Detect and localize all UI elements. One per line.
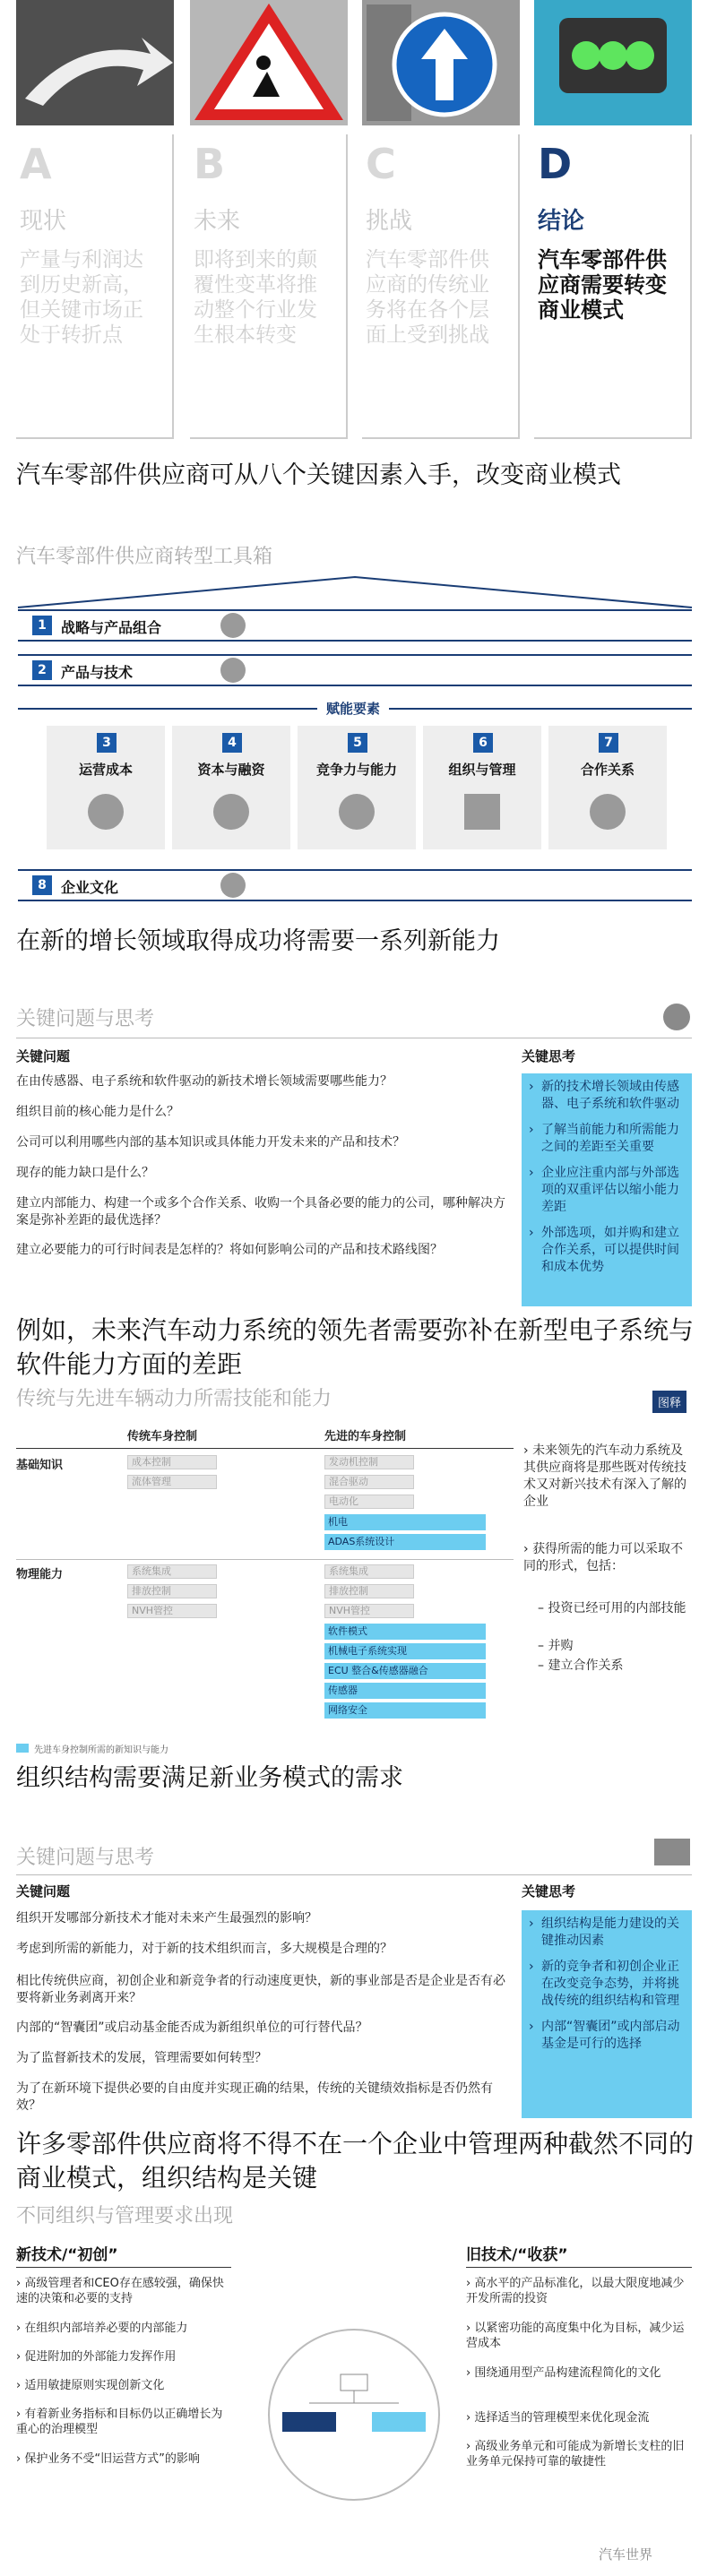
qa2-left-head: 关键问题	[16, 1883, 71, 1900]
tile-partnership	[548, 726, 667, 849]
g2-left-3: NVH管控	[127, 1604, 217, 1618]
qa2-question-4: 内部的“智囊团”或启动基金能否成为新组织单位的可行替代品？	[16, 2020, 368, 2035]
org-circle-diagram	[260, 2321, 448, 2509]
org-left-4: › 适用敏捷原则实现创新文化	[16, 2379, 165, 2392]
qa1-thoughts-box	[522, 1073, 692, 1306]
toolbox-roof	[16, 573, 694, 609]
skills-side-2-text: 获得所需的能力可以采取不同的形式，包括：	[523, 1542, 684, 1573]
qa2-title: 关键问题与思考	[16, 1847, 155, 1869]
org-left-1: › 高级管理者和CEO存在感较强，确保快速的决策和必要的支持	[16, 2277, 224, 2305]
skills-group2: 物理能力	[16, 1568, 64, 1581]
tile-capital	[172, 726, 290, 849]
toolbox-row-1-number: 1	[32, 616, 52, 635]
qa1-thought-3: › 企业应注重内部与外部选项的双重评估以缩小能力差距	[529, 1165, 685, 1216]
org-chart-icon	[464, 794, 500, 830]
org-right-1-text: 高水平的产品标准化，以最大限度地减少开发所需的投资	[466, 2277, 685, 2305]
column-a-body: 产量与利润达到历史新高，但关键市场正处于转折点	[20, 248, 143, 347]
org-left-5: › 有着新业务指标和目标仍以正确增长为重心的治理模型	[16, 2408, 223, 2436]
enabler-label: 赋能要素	[317, 699, 389, 718]
org-left-3: › 促进附加的外部能力发挥作用	[16, 2350, 177, 2364]
skills-sub-1: – 投资已经可用的内部技能	[538, 1601, 686, 1615]
skills-sub-3-text: 建立合作关系	[548, 1658, 624, 1673]
g1-left-1: 成本控制	[127, 1455, 217, 1469]
g2-right-3: NVH管控	[324, 1604, 414, 1618]
column-c-letter: C	[366, 140, 396, 188]
tile-3-number: 3	[97, 733, 117, 753]
qa1-question-4: 现存的能力缺口是什么？	[16, 1166, 154, 1180]
gears-icon	[220, 658, 246, 683]
org-right-2: › 以紧密功能的高度集中化为目标，减少运营成本	[466, 2322, 685, 2350]
qa1-title: 关键问题与思考	[16, 1008, 155, 1030]
org-left-title: 新技术/“初创”	[16, 2246, 118, 2264]
column-b-letter: B	[194, 140, 226, 188]
g1-right-blue-2: ADAS系统设计	[324, 1534, 486, 1550]
org-right-3: › 围绕通用型产品构建流程简化的文化	[466, 2366, 661, 2380]
qa1-question-1: 在由传感器、电子系统和软件驱动的新技术增长领域需要哪些能力？	[16, 1074, 393, 1089]
skills-sub-2: – 并购	[538, 1639, 574, 1653]
org-right-5-text: 高级业务单元和可能成为新增长支柱的旧业务单元保持可靠的敏捷性	[466, 2440, 685, 2468]
skills-sub-1-text: 投资已经可用的内部技能	[548, 1601, 686, 1615]
column-b-body: 即将到来的颠覆性变革将推动整个行业发生根本转变	[194, 248, 317, 347]
qa2-question-1: 组织开发哪部分新技术才能对未来产生最强烈的影响？	[16, 1911, 317, 1926]
qa1-thought-2: › 了解当前能力和所需能力之间的差距至关重要	[529, 1122, 685, 1156]
qa2-right-head: 关键思考	[522, 1883, 576, 1900]
skills-group1: 基础知识	[16, 1459, 64, 1472]
org-right-title: 旧技术/“收获”	[466, 2246, 568, 2264]
chess-icon	[220, 613, 246, 638]
tile-6-label: 组织与管理	[448, 762, 516, 778]
road-arrow-photo	[16, 0, 174, 125]
org-left-6-text: 保护业务不受“旧运营方式”的影响	[24, 2452, 200, 2466]
column-a-letter: A	[20, 140, 52, 188]
qa1-thought-4: › 外部选项，如并购和建立合作关系，可以提供时间和成本优势	[529, 1225, 685, 1276]
qa2-question-2: 考虑到所需的新能力，对于新的技术组织而言，多大规模是合理的？	[16, 1942, 393, 1956]
skills-badge: 图释	[652, 1391, 686, 1413]
toolbox-row-2-label: 产品与技术	[61, 664, 134, 681]
qa2-thought-1: › 组织结构是能力建设的关键推动因素	[529, 1916, 685, 1950]
tile-7-label: 合作关系	[580, 762, 635, 778]
handshake-icon	[590, 794, 626, 830]
roadwork-sign-photo	[190, 0, 348, 125]
skills-side-2: › 获得所需的能力可以采取不同的形式，包括：	[523, 1542, 684, 1573]
org-right-3-text: 围绕通用型产品构建流程简化的文化	[474, 2366, 661, 2380]
tile-5-label: 竞争力与能力	[315, 762, 397, 778]
tile-5-number: 5	[348, 733, 367, 753]
org-left-2: › 在组织内部培养必要的内部能力	[16, 2322, 188, 2335]
g2-right-1: 系统集成	[324, 1564, 414, 1579]
tile-organization	[423, 726, 541, 849]
heading-powertrain: 例如，未来汽车动力系统的领先者需要弥补在新型电子系统与软件能力方面的差距	[16, 1315, 695, 1379]
org-title: 不同组织与管理要求出现	[16, 2205, 234, 2227]
legend-label: 先进车身控制所需的新知识与能力	[34, 1745, 168, 1755]
g2-left-1: 系统集成	[127, 1564, 217, 1579]
qa2-thoughts-box	[522, 1910, 692, 2118]
qa1-question-6: 建立必要能力的可行时间表是怎样的？将如何影响公司的产品和技术路线图？	[16, 1243, 443, 1257]
qa1-thought-1: › 新的技术增长领域由传感器、电子系统和软件驱动	[529, 1079, 685, 1113]
org-right-2-text: 以紧密功能的高度集中化为目标，减少运营成本	[466, 2322, 685, 2350]
tile-6-number: 6	[473, 733, 493, 753]
skills-group-divider	[16, 1559, 514, 1560]
heading-two-models: 许多零部件供应商将不得不在一个企业中管理两种截然不同的商业模式，组织结构是关键	[16, 2129, 695, 2193]
org-chart-icon-2	[654, 1839, 690, 1865]
tile-4-label: 资本与融资	[197, 762, 265, 778]
skills-col2: 先进的车身控制	[324, 1430, 407, 1443]
org-right-4: › 选择适当的管理模型来优化现金流	[466, 2411, 650, 2425]
g2-right-blue-3: ECU 整合&传感器融合	[324, 1663, 486, 1679]
qa2-divider	[16, 1874, 692, 1875]
dollar-icon	[213, 794, 249, 830]
g2-right-blue-5: 网络安全	[324, 1702, 486, 1719]
qa2-question-5: 为了监督新技术的发展，管理需要如何转型？	[16, 2051, 267, 2065]
g1-right-2: 混合驱动	[324, 1475, 414, 1489]
org-left-6: › 保护业务不受“旧运营方式”的影响	[16, 2452, 200, 2466]
qa1-question-5: 建立内部能力、构建一个或多个合作关系、收购一个具备必要的能力的公司，哪种解决方案是弥补差距的最优选择？	[16, 1196, 505, 1228]
org-right-1: › 高水平的产品标准化，以最大限度地减少开发所需的投资	[466, 2277, 685, 2305]
org-right-4-text: 选择适当的管理模型来优化现金流	[474, 2411, 650, 2425]
tile-3-label: 运营成本	[78, 762, 133, 778]
org-left-3-text: 促进附加的外部能力发挥作用	[24, 2350, 177, 2364]
heading-org-structure: 组织结构需要满足新业务模式的需求	[16, 1764, 403, 1792]
g1-left-2: 流体管理	[127, 1475, 217, 1489]
traffic-light-photo	[534, 0, 692, 125]
qa2-thought-2: › 新的竞争者和初创企业正在改变竞争态势，并将挑战传统的组织结构和管理	[529, 1959, 685, 2010]
money-icon	[88, 794, 124, 830]
tile-4-number: 4	[222, 733, 242, 753]
qa1-right-head: 关键思考	[522, 1048, 576, 1064]
watermark: 汽车世界	[599, 2546, 653, 2563]
skills-sub-3: – 建立合作关系	[538, 1658, 624, 1673]
skills-side-1-text: 未来领先的汽车动力系统及其供应商将是那些既对传统技术又对新兴技术有深入了解的企业	[523, 1443, 686, 1509]
qa1-question-2: 组织目前的核心能力是什么？	[16, 1105, 179, 1119]
column-a-title: 现状	[20, 208, 67, 235]
one-way-sign-photo	[362, 0, 520, 125]
skills-col1: 传统车身控制	[127, 1430, 198, 1443]
org-left-4-text: 适用敏捷原则实现创新文化	[24, 2379, 165, 2392]
toolbox-title: 汽车零部件供应商转型工具箱	[16, 546, 273, 568]
tile-competence	[298, 726, 416, 849]
qa1-question-3: 公司可以利用哪些内部的基本知识或具体能力开发未来的产品和技术？	[16, 1135, 405, 1150]
g1-right-3: 电动化	[324, 1495, 414, 1509]
org-left-2-text: 在组织内部培养必要的内部能力	[24, 2322, 188, 2335]
org-left-line	[16, 2267, 231, 2268]
g2-right-2: 排放控制	[324, 1584, 414, 1598]
head-gears-icon	[663, 1004, 690, 1030]
heading-new-capabilities: 在新的增长领域取得成功将需要一系列新能力	[16, 927, 500, 955]
g1-right-1: 发动机控制	[324, 1455, 414, 1469]
qa2-question-3: 相比传统供应商，初创企业和新竞争者的行动速度更快，新的事业部是否是企业是否有必要将新业务剥离开来？	[16, 1974, 505, 2005]
skills-sub-2-text: 并购	[548, 1639, 574, 1653]
qa2-thought-3: › 内部“智囊团”或内部启动基金是可行的选择	[529, 2019, 685, 2053]
column-d-letter: D	[538, 140, 573, 188]
org-right-5: › 高级业务单元和可能成为新增长支柱的旧业务单元保持可靠的敏捷性	[466, 2440, 685, 2468]
head-gear-icon	[339, 794, 375, 830]
g2-right-blue-2: 机械电子系统实现	[324, 1643, 486, 1659]
qa1-left-head: 关键问题	[16, 1048, 71, 1064]
legend-swatch	[16, 1744, 29, 1753]
org-right-line	[466, 2267, 692, 2268]
g2-right-blue-4: 传感器	[324, 1683, 486, 1699]
tile-7-number: 7	[599, 733, 618, 753]
g2-left-2: 排放控制	[127, 1584, 217, 1598]
skills-header-line	[16, 1448, 514, 1449]
bank-icon	[220, 873, 246, 898]
qa2-question-6: 为了在新环境下提供必要的自由度并实现正确的结果，传统的关键绩效指标是否仍然有效？	[16, 2081, 493, 2113]
skills-title: 传统与先进车辆动力所需技能和能力	[16, 1388, 332, 1410]
heading-business-model: 汽车零部件供应商可从八个关键因素入手，改变商业模式	[16, 461, 621, 489]
toolbox-row-8-number: 8	[32, 875, 52, 895]
column-c-body: 汽车零部件供应商的传统业务将在各个层面上受到挑战	[366, 248, 489, 347]
g1-right-blue-1: 机电	[324, 1514, 486, 1530]
g2-right-blue-1: 软件模式	[324, 1624, 486, 1640]
toolbox-row-8	[18, 869, 692, 901]
tile-operating-cost	[47, 726, 165, 849]
column-c-title: 挑战	[366, 208, 413, 235]
toolbox-row-8-label: 企业文化	[61, 879, 119, 896]
org-left-5-text: 有着新业务指标和目标仍以正确增长为重心的治理模型	[16, 2408, 223, 2436]
column-b-title: 未来	[194, 208, 241, 235]
org-left-1-text: 高级管理者和CEO存在感较强，确保快速的决策和必要的支持	[16, 2277, 224, 2305]
toolbox-row-2-number: 2	[32, 660, 52, 680]
column-d-body: 汽车零部件供应商需要转变商业模式	[538, 247, 667, 323]
skills-side-1: › 未来领先的汽车动力系统及其供应商将是那些既对传统技术又对新兴技术有深入了解的企业	[523, 1443, 686, 1509]
toolbox-row-1-label: 战略与产品组合	[61, 619, 162, 636]
column-d-title: 结论	[538, 208, 585, 235]
